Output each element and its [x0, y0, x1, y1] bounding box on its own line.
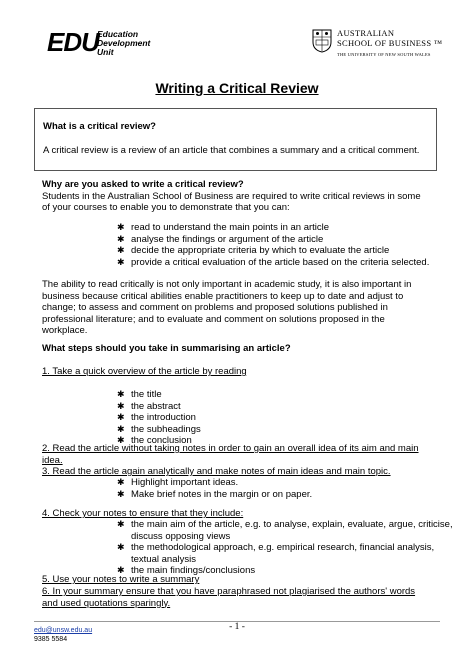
email-link[interactable]: edu@unsw.edu.au — [34, 627, 93, 634]
steps-heading: What steps should you take in summarising an article? — [42, 343, 291, 354]
list-item: ✱ analyse the findings or argument of the article — [117, 233, 324, 245]
list-item: ✱ the main aim of the article, e.g. to analyse, explain, evaluate, argue, criticise, discuss opposing views — [117, 519, 453, 542]
unsw-crest-icon — [312, 29, 332, 53]
step-1: 1. Take a quick overview of the article by reading — [42, 366, 247, 377]
asterisk-bullet-icon: ✱ — [117, 400, 125, 411]
asterisk-bullet-icon: ✱ — [117, 245, 125, 255]
why-intro-line: of your courses to enable you to demonstrate that you can: — [42, 202, 290, 213]
asterisk-bullet-icon: ✱ — [117, 389, 125, 399]
definition-heading: What is a critical review? — [43, 121, 156, 132]
asterisk-bullet-icon: ✱ — [117, 477, 125, 487]
why-section — [42, 179, 421, 214]
step-6: 6. In your summary ensure that you have paraphrased not plagiarised the authors' words and used quotations sparingly. — [42, 586, 416, 609]
asterisk-bullet-icon: ✱ — [117, 222, 125, 232]
asterisk-bullet-icon: ✱ — [117, 565, 125, 575]
list-item: ✱ the conclusion — [117, 435, 192, 446]
asb-university-line: THE UNIVERSITY OF NEW SOUTH WALES — [337, 52, 431, 57]
edu-logo-text: Education Development Unit — [97, 29, 151, 57]
list-item: ✱ the introduction — [117, 412, 196, 423]
step-4-list — [117, 519, 453, 577]
step-3: 3. Read the article again analytically and make notes of main ideas and main topic. — [42, 466, 391, 477]
step-2: 2. Read the article without taking notes in order to gain an overall idea of its aim and main idea. — [42, 443, 419, 466]
list-item: ✱ the title — [117, 389, 162, 400]
asterisk-bullet-icon: ✱ — [117, 488, 125, 499]
edu-logo — [47, 27, 151, 60]
asterisk-bullet-icon: ✱ — [117, 233, 125, 244]
asterisk-bullet-icon: ✱ — [117, 412, 125, 422]
page-number: - 1 - — [229, 622, 245, 632]
list-item: ✱ the abstract — [117, 400, 181, 412]
asterisk-bullet-icon: ✱ — [117, 519, 125, 529]
ability-paragraph: The ability to read critically is not only important in academic study, it is also important in business because critical abilities enable practitioners to keep up to date and adjust to change; to assess and comment on problems and proposed solutions published in professional literature; and to evaluate and comment on solutions proposed in the workplace. — [42, 279, 412, 336]
asterisk-bullet-icon: ✱ — [117, 435, 125, 445]
asterisk-bullet-icon: ✱ — [117, 256, 125, 267]
list-item: ✱ provide a critical evaluation of the article based on the criteria selected. — [117, 256, 430, 268]
phone-number: 9385 5584 — [34, 636, 68, 643]
list-item: ✱ the subheadings — [117, 423, 201, 435]
why-list — [117, 222, 429, 268]
step-3-list — [117, 477, 312, 500]
list-item: ✱ the methodological approach, e.g. empirical research, financial analysis, textual analysis — [117, 542, 435, 565]
step-1-list — [117, 389, 201, 447]
definition-text: A critical review is a review of an article that combines a summary and a critical comment. — [43, 145, 420, 156]
list-item: ✱ the main findings/conclusions — [117, 565, 256, 576]
step-5: 5. Use your notes to write a summary — [42, 574, 200, 585]
list-item: ✱ read to understand the main points in an article — [117, 222, 330, 233]
list-item: ✱ decide the appropriate criteria by which to evaluate the article — [117, 245, 390, 256]
list-item: ✱ Make brief notes in the margin or on paper. — [117, 488, 313, 500]
why-intro-line: Students in the Australian School of Business are required to write critical reviews in some — [42, 190, 421, 202]
asterisk-bullet-icon: ✱ — [117, 423, 125, 434]
step-4: 4. Check your notes to ensure that they include: — [42, 508, 244, 519]
list-item: ✱ Highlight important ideas. — [117, 477, 239, 488]
definition-box — [34, 108, 437, 171]
why-heading: Why are you asked to write a critical review? — [42, 179, 244, 190]
asb-name: AUSTRALIAN SCHOOL OF BUSINESS ™ — [337, 28, 443, 48]
asterisk-bullet-icon: ✱ — [117, 542, 125, 552]
page-title: Writing a Critical Review — [155, 80, 319, 96]
edu-logo-mark: EDU — [47, 27, 99, 57]
